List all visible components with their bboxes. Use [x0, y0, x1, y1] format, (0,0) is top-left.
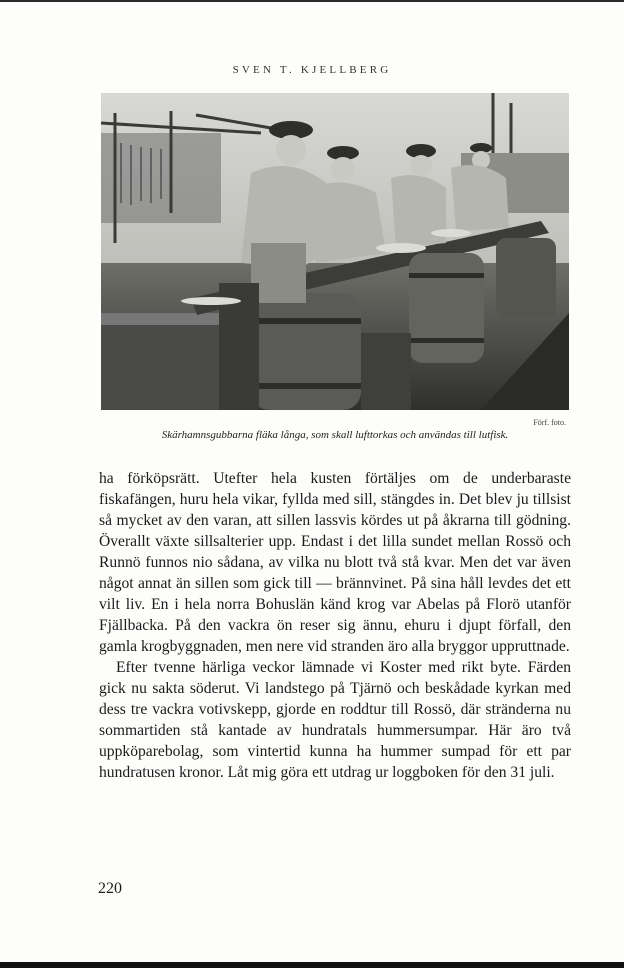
page-bottom-edge [0, 962, 624, 968]
photo-illustration [101, 93, 569, 410]
running-head: SVEN T. KJELLBERG [232, 64, 392, 76]
paragraph: ha förköpsrätt. Utefter hela kusten förtäljes om de underbaraste fiskafängen, huru hela vikar, fyllda med sill, stängdes in. Det blev ju tillsist så mycket av den varan, att sillen lassvis kördes ut på åkrarna till gödning. Överallt växte sillsalterier upp. Endast i det lilla sundet mellan Rossö och Runnö funnos nio sådana, av vilka nu blott två stå kvar. Men det var även något annat än sillen som gick till — brännvinet. På sina håll levdes det ett vilt liv. En i hela norra Bohuslän känd krog var Abelas på Florö utanför Fjällbacka. På den vackra ön reser sig ännu, ehuru i djupt förfall, den gamla krogbyggnaden, men nere vid stranden äro alla bryggor uppruttnade. [99, 470, 571, 655]
page-top-edge [0, 0, 624, 2]
photo-credit: Förf. foto. [533, 418, 566, 427]
paragraph: Efter tvenne härliga veckor lämnade vi Koster med rikt byte. Färden gick nu sakta söderut. Vi landstego på Tjärnö och beskådade kyrkan med dess tre vackra votivskepp, gjorde en roddtur till Rossö, där stränderna nu sommartiden stå kantade av hundratals hummersumpar. Här äro två uppköparebolag, som vintertid kunna ha hummer sumpad för ett par hundratusen kronor. Låt mig göra ett utdrag ur loggboken för den 31 juli. [99, 659, 571, 781]
figure-caption: Skärhamnsgubbarna fläka långa, som skall lufttorkas och användas till lutfisk. [161, 429, 509, 441]
page-number: 220 [98, 880, 122, 897]
body-text [99, 468, 571, 783]
figure-photo [101, 93, 569, 410]
